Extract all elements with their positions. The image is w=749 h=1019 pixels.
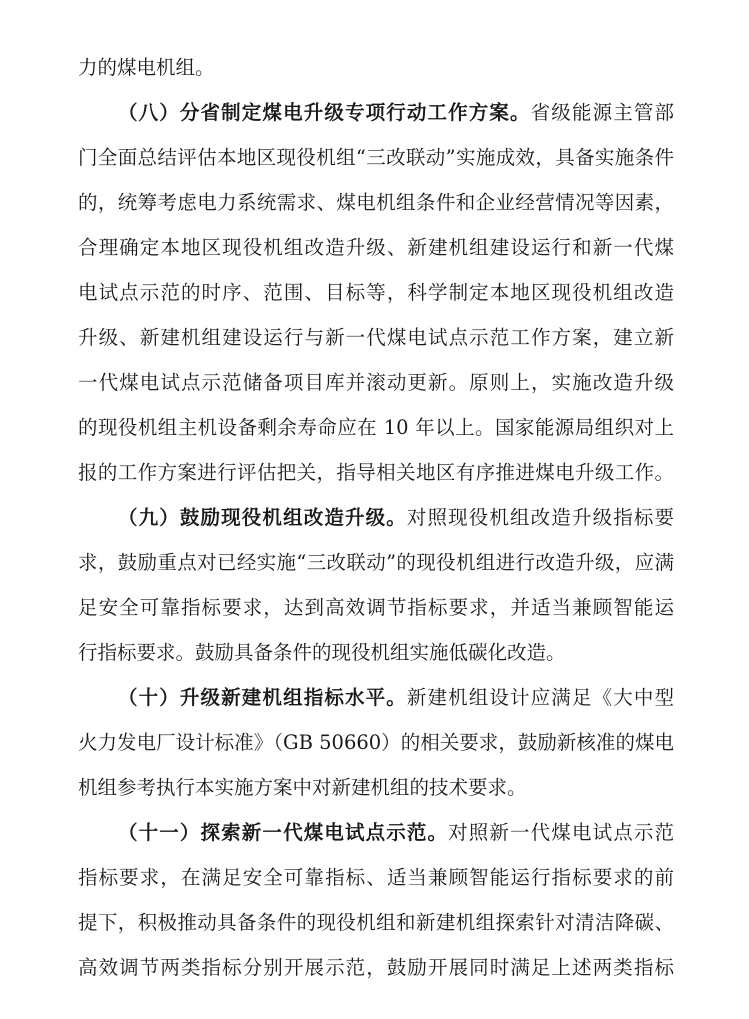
section-10-heading: （十）升级新建机组指标水平。 xyxy=(118,686,407,709)
paragraph-line: 电试点示范的时序、范围、目标等，科学制定本地区现役机组改造 xyxy=(78,281,674,304)
section-10-first-line-text: 新建机组设计应满足《大中型 xyxy=(406,686,674,709)
section-9-first-line xyxy=(118,503,674,533)
paragraph-line: 一代煤电试点示范储备项目库并滚动更新。原则上，实施改造升级 xyxy=(78,371,674,394)
paragraph-line: 的现役机组主机设备剩余寿命应在 10 年以上。国家能源局组织对上 xyxy=(78,416,674,439)
section-9-heading: （九）鼓励现役机组改造升级。 xyxy=(118,506,407,529)
paragraph-line: 求，鼓励重点对已经实施“三改联动”的现役机组进行改造升级，应满 xyxy=(78,551,674,574)
paragraph-line: 足安全可靠指标要求，达到高效调节指标要求，并适当兼顾智能运 xyxy=(78,596,674,619)
paragraph-line: 报的工作方案进行评估把关，指导相关地区有序推进煤电升级工作。 xyxy=(78,461,674,484)
paragraph-line: 升级、新建机组建设运行与新一代煤电试点示范工作方案，建立新 xyxy=(78,326,674,349)
paragraph-line: 提下，积极推动具备条件的现役机组和新建机组探索针对清洁降碳、 xyxy=(78,911,674,934)
paragraph-line: 行指标要求。鼓励具备条件的现役机组实施低碳化改造。 xyxy=(78,641,566,664)
paragraph-line: 合理确定本地区现役机组改造升级、新建机组建设运行和新一代煤 xyxy=(78,236,674,259)
section-11-first-line xyxy=(118,818,674,848)
section-10-first-line xyxy=(118,683,674,713)
section-8-first-line-text: 省级能源主管部 xyxy=(530,101,674,124)
paragraph-line: 高效调节两类指标分别开展示范，鼓励开展同时满足上述两类指标 xyxy=(78,956,674,979)
paragraph-line: 机组参考执行本实施方案中对新建机组的技术要求。 xyxy=(78,776,527,799)
paragraph-line: 门全面总结评估本地区现役机组“三改联动”实施成效，具备实施条件 xyxy=(78,146,674,169)
paragraph-line: 力的煤电机组。 xyxy=(78,56,215,79)
section-8-heading: （八）分省制定煤电升级专项行动工作方案。 xyxy=(118,101,531,124)
section-11-heading: （十一）探索新一代煤电试点示范。 xyxy=(118,821,449,844)
section-11-first-line-text: 对照新一代煤电试点示范 xyxy=(448,821,674,844)
section-9-first-line-text: 对照现役机组改造升级指标要 xyxy=(406,506,674,529)
paragraph-line: 指标要求，在满足安全可靠指标、适当兼顾智能运行指标要求的前 xyxy=(78,866,674,889)
paragraph-line: 火力发电厂设计标准》（GB 50660）的相关要求，鼓励新核准的煤电 xyxy=(78,731,674,754)
section-8-first-line xyxy=(118,98,674,128)
paragraph-line: 的，统筹考虑电力系统需求、煤电机组条件和企业经营情况等因素， xyxy=(78,191,674,214)
